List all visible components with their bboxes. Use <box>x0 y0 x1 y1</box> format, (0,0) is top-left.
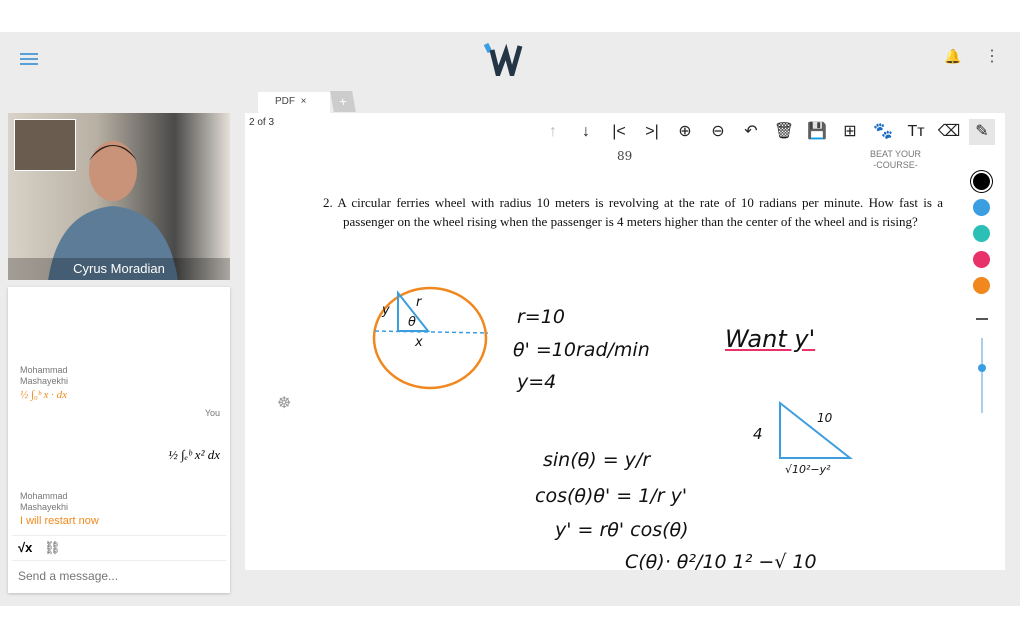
message-text: I will restart now <box>20 515 99 527</box>
logo <box>484 42 530 81</box>
hw-label: 4 <box>753 425 763 443</box>
color-swatch[interactable] <box>973 251 990 268</box>
message-sender: You <box>204 408 220 418</box>
add-screen-button[interactable]: ⊞ <box>843 123 857 140</box>
chat-panel <box>8 287 230 593</box>
hw-text: y=4 <box>517 371 557 393</box>
hw-text: C(θ)· θ²/10 1² −√ 10 <box>625 551 817 570</box>
chat-toolbar <box>12 535 226 561</box>
triangle-drawing <box>770 398 860 468</box>
document-canvas[interactable] <box>245 113 1005 570</box>
hw-text: sin(θ) = y/r <box>543 449 651 471</box>
watermark-line: -COURSE- <box>873 160 918 170</box>
hw-text: Want y' <box>725 325 816 353</box>
message-sender: Mohammad Mashayekhi <box>20 491 69 512</box>
brand-watermark <box>870 149 921 171</box>
hw-label: θ <box>408 315 416 330</box>
hw-label: x <box>415 335 423 350</box>
hw-label: y <box>382 303 390 318</box>
math-icon[interactable]: √x <box>18 540 33 555</box>
slider-thumb[interactable] <box>978 364 986 372</box>
stroke-width-indicator <box>976 318 988 320</box>
video-feed <box>8 113 230 280</box>
paw-cursor-icon: ☸ <box>277 395 292 412</box>
link-icon[interactable]: ⛓ <box>44 540 61 555</box>
clear-button[interactable]: ⌫ <box>937 123 961 140</box>
delete-button[interactable]: 🗑 <box>773 123 795 140</box>
page-number: 89 <box>617 149 633 163</box>
page-indicator: 2 of 3 <box>249 117 275 128</box>
add-tab-button[interactable]: + <box>330 91 356 112</box>
circle-drawing <box>370 283 495 393</box>
bell-icon[interactable]: 🔔 <box>944 48 962 64</box>
zoom-in-button[interactable]: ⊕ <box>678 123 692 140</box>
page-up-button[interactable]: ↑ <box>549 123 557 140</box>
close-tab-icon[interactable]: × <box>300 96 307 107</box>
color-palette <box>973 173 990 294</box>
hw-text: θ' =10rad/min <box>513 339 650 361</box>
stroke-slider[interactable] <box>981 338 983 413</box>
paw-button[interactable]: 🐾 <box>873 123 893 140</box>
app <box>0 32 1020 606</box>
message-input[interactable] <box>12 563 226 589</box>
message-sender: Mohammad Mashayekhi <box>20 365 69 386</box>
save-button[interactable]: 💾 <box>807 123 827 140</box>
tab-label: PDF <box>275 96 295 107</box>
color-swatch[interactable] <box>973 225 990 242</box>
hw-text: cos(θ)θ' = 1/r y' <box>535 485 688 507</box>
color-swatch[interactable] <box>973 277 990 294</box>
zoom-out-button[interactable]: ⊖ <box>711 123 725 140</box>
pen-button[interactable]: ✎ <box>969 119 995 145</box>
tab-pdf[interactable] <box>258 92 330 113</box>
undo-button[interactable]: ↶ <box>744 123 758 140</box>
watermark-line: BEAT YOUR <box>870 149 922 159</box>
hw-text: r=10 <box>517 306 565 328</box>
last-page-button[interactable]: >| <box>645 123 659 140</box>
participant-name: Cyrus Moradian <box>8 258 230 280</box>
toolbar <box>540 119 995 145</box>
message-text: ½ ∫ₑᵇ x² dx <box>168 447 220 462</box>
first-page-button[interactable]: |< <box>612 123 626 140</box>
self-view-video[interactable] <box>14 119 76 171</box>
page-down-button[interactable]: ↓ <box>582 123 590 140</box>
color-swatch[interactable] <box>973 199 990 216</box>
hamburger-menu-icon[interactable] <box>20 50 38 68</box>
hw-label: r <box>416 295 422 310</box>
hw-text: y' = rθ' cos(θ) <box>555 519 689 541</box>
text-size-button[interactable]: Tт <box>907 123 925 140</box>
problem-text: 2. A circular ferries wheel with radius 10 meters is revolving at the rate of 10 radians per minute. How fast is a passenger on the wheel rising when the passenger is 4 meters higher than the center of the wheel and is rising? <box>323 195 943 229</box>
color-swatch[interactable] <box>973 173 990 190</box>
message-text: ½ ∫₀ᵇ x · dx <box>20 389 68 401</box>
more-options-icon[interactable]: ⋮ <box>984 48 1000 65</box>
hw-label: 10 <box>817 411 833 425</box>
hw-label: √10²−y² <box>785 463 831 476</box>
